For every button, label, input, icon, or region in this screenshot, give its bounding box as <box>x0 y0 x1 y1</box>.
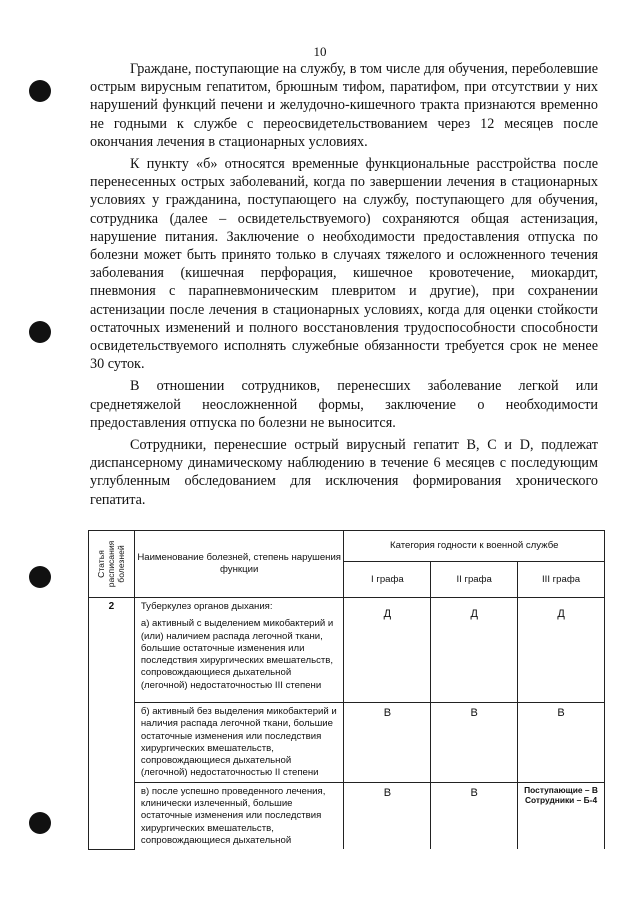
row-text: в) после успешно проведенного лечения, клинически излеченный, большие остаточные изменения или последствия хирургических вмешательств, сопровождающиеся дыхательной <box>140 785 326 846</box>
grade-cell: Д <box>431 598 518 703</box>
binder-hole-3 <box>29 566 51 588</box>
disease-schedule-table <box>88 530 605 850</box>
row-description <box>134 782 344 849</box>
table-row <box>89 598 605 703</box>
article-number: 2 <box>89 598 135 850</box>
binder-hole-2 <box>29 321 51 343</box>
grade-cell-split <box>518 782 605 849</box>
paragraph: В отношении сотрудников, перенесших заболевание легкой или среднетяжелой неосложненной формы, заключение о необходимости предоставления отпуска по болезни не выносится. <box>90 378 598 431</box>
header-category: Категория годности к военной службе <box>344 531 605 562</box>
header-grade-3: III графа <box>518 562 605 598</box>
binder-hole-4 <box>29 812 51 834</box>
grade-cell: В <box>344 703 431 783</box>
row-text: б) активный без выделения микобактерий и наличия распада легочной ткани, большие остаточные изменения или последствия хирургических вмешательств, сопровождающиеся дыхательной (легочной) недостаточностью II степени <box>140 706 337 779</box>
body-text <box>90 60 598 513</box>
grade-cell: Д <box>518 598 605 703</box>
binder-hole-1 <box>29 80 51 102</box>
table-row <box>89 703 605 783</box>
paragraph: К пункту «б» относятся временные функциональные расстройства после перенесенных острых заболеваний, когда по завершении лечения в стационарных условиях у гражданина, поступающего на службу, поступающего для обучения, сотрудника (далее – освидетельствуемого) сохраняются общая астенизация, нарушение питания. Заключение о необходимости предоставления отпуска по болезни может быть принято только в случаях тяжелого и осложненного течения заболевания (кишечная перфорация, кишечное кровотечение, миокардит, пневмония с парапневмоническим плевритом и другие), при сохранении астенизации после лечения в стационарных условиях, когда для оценки стойкости остаточных изменений и полного восстановления трудоспособности способности освидетельствуемого исполнять служебные обязанности требуется срок не менее 30 суток. <box>90 156 598 373</box>
table-header-row <box>89 531 605 562</box>
row-description <box>134 703 344 783</box>
page-number: 10 <box>313 44 327 59</box>
table-row <box>89 782 605 849</box>
paragraph: Граждане, поступающие на службу, в том числе для обучения, переболевшие острым вирусным гепатитом, брюшным тифом, паратифом, при отсутствии у них нарушений функций печени и желудочно-кишечного тракта признаются временно не годными к службе с переосвидетельствованием через 12 месяцев после окончания лечения в стационарных условиях. <box>90 61 598 150</box>
grade-applicants: Поступающие – В <box>524 784 598 795</box>
header-name: Наименование болезней, степень нарушения функции <box>134 531 344 598</box>
grade-cell: В <box>431 782 518 849</box>
grade-employees: Сотрудники – Б-4 <box>524 794 598 805</box>
grade-cell: В <box>344 782 431 849</box>
header-article: Статья расписания болезней <box>96 540 127 588</box>
grade-cell: В <box>431 703 518 783</box>
row-text: а) активный с выделением микобактерий и (или) наличием распада легочной ткани, большие остаточные изменения или последствия хирургических вмешательств, сопровождающиеся дыхательной (легочной) недостаточностью III степени <box>140 618 334 691</box>
article-title: Туберкулез органов дыхания: <box>140 601 273 612</box>
grade-cell: В <box>518 703 605 783</box>
header-grade-1: I графа <box>344 562 431 598</box>
header-grade-2: II графа <box>431 562 518 598</box>
paragraph: Сотрудники, перенесшие острый вирусный гепатит B, C и D, подлежат диспансерному динамическому наблюдению в течение 6 месяцев с последующим углубленным обследованием для исключения формирования хронического гепатита. <box>90 437 598 508</box>
row-description <box>134 598 344 703</box>
header-article-cell <box>89 531 135 598</box>
grade-cell: Д <box>344 598 431 703</box>
